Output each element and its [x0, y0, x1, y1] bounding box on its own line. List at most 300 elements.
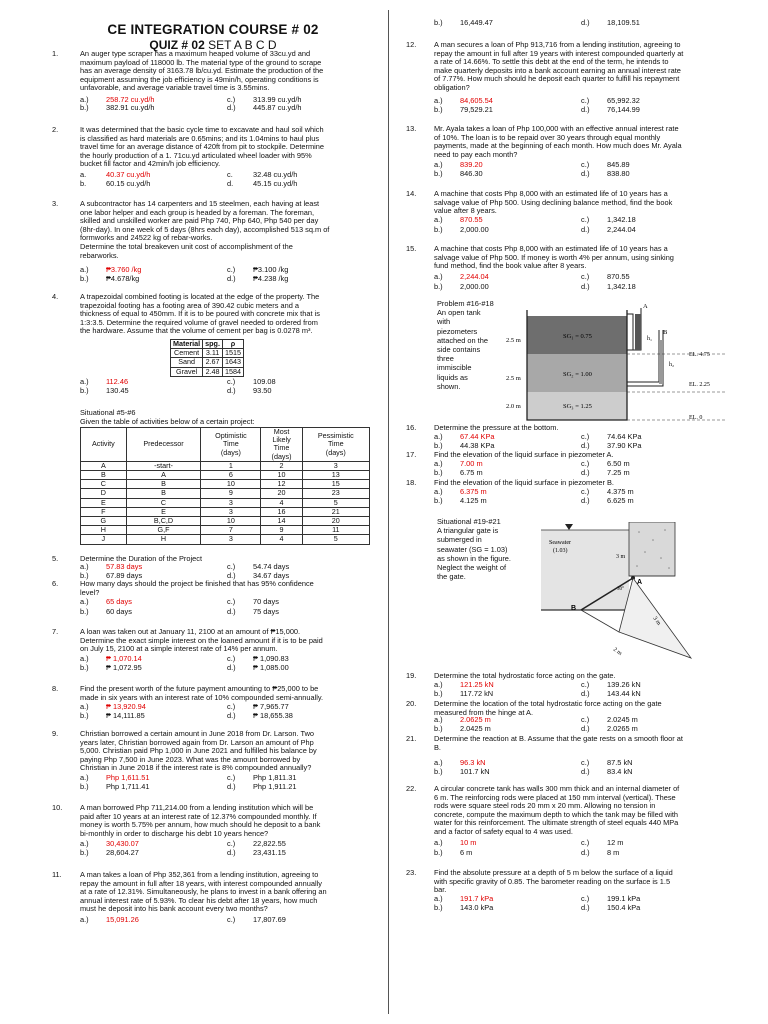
option-key: d.)	[581, 689, 590, 698]
option-value: ₱ 7,965.77	[253, 702, 289, 711]
option-key: d.)	[227, 607, 236, 616]
option-value: 40.37 cu.yd/h	[106, 170, 151, 179]
svg-text:h₂: h₂	[669, 362, 675, 368]
question-text: A trapezoidal combined footing is located at the edge of the property. The trapezoidal footing has a footing area of 390.42 cubic meters and a thickness of equal to 450mm. If it is to be poured with concrete mix that is 1:3:3.5. Determine the required volume of gravel needed to ordered from the hardware. Assume that the volume of cement per bag is 0.0278 m³.	[80, 292, 320, 336]
option-key: a.)	[434, 758, 443, 767]
option-value: 57.83 days	[106, 562, 143, 571]
activity-cell: 5	[302, 498, 369, 507]
option-value: 45.15 cu.yd/h	[253, 179, 298, 188]
option-key: a.)	[80, 915, 89, 924]
option-value: 67.89 days	[106, 571, 143, 580]
activity-cell: C	[81, 480, 127, 489]
activity-cell: 12	[261, 480, 302, 489]
option-value: 445.87 cu.yd/h	[253, 103, 302, 112]
option-key: d.)	[581, 848, 590, 857]
option-value: 34.67 days	[253, 571, 290, 580]
question-number: 22.	[406, 784, 417, 793]
option-key: c.)	[581, 432, 590, 441]
option-key: c.)	[581, 715, 590, 724]
option-value: 6 m	[460, 848, 473, 857]
situational-5-6-desc: Given the table of activities below of a certain project:	[80, 417, 255, 426]
option-key: b.)	[80, 103, 89, 112]
activity-cell: 3	[302, 461, 369, 470]
option-key: a.)	[434, 894, 443, 903]
option-value: ₱ 18,655.38	[253, 711, 293, 720]
option-value: 139.26 kN	[607, 680, 641, 689]
activity-cell: 3	[201, 498, 261, 507]
option-key: b.)	[434, 282, 443, 291]
question-number: 4.	[52, 292, 59, 301]
option-key: d.)	[227, 782, 236, 791]
option-value: 96.3 kN	[460, 758, 486, 767]
option-key: d.)	[581, 767, 590, 776]
option-value: 93.50	[253, 386, 272, 395]
option-value: 76,144.99	[607, 105, 640, 114]
option-key: d.)	[581, 169, 590, 178]
activity-cell: 11	[302, 526, 369, 535]
question-text: Find the absolute pressure at a depth of 5 m below the surface of a liquid with specific gravity of 0.85. The barometer reading on the surface is 1.5 bar.	[434, 868, 673, 895]
option-value: 870.55	[607, 272, 630, 281]
svg-text:2.5 m: 2.5 m	[506, 375, 521, 382]
activity-cell: 1	[201, 461, 261, 470]
situational-5-6-title: Situational #5-#6	[80, 408, 136, 417]
option-value: 112.46	[106, 377, 129, 386]
option-key: a.)	[434, 715, 443, 724]
activity-cell: 20	[261, 489, 302, 498]
question-number: 15.	[406, 244, 417, 253]
option-key: b.)	[80, 711, 89, 720]
option-key: a.)	[434, 487, 443, 496]
option-value: 17,807.69	[253, 915, 286, 924]
question-number: 5.	[52, 554, 59, 563]
option-value: 67.44 KPa	[460, 432, 495, 441]
svg-text:3 m: 3 m	[651, 615, 662, 627]
question-text: Find the present worth of the future payment amounting to ₱25,000 to be made in six years with an interest rate of 10% compounded semi-annually.	[80, 684, 324, 702]
option-value: 60.15 cu.yd/h	[106, 179, 151, 188]
option-value: 2,000.00	[460, 225, 489, 234]
option-value: ₱ 14,111.85	[106, 711, 145, 720]
option-value: 16,449.47	[460, 18, 493, 27]
option-key: a.)	[80, 839, 89, 848]
question-text: A man secures a loan of Php 913,716 from a lending institution, agreeing to repay the amount in full after 19 years with interest compounded quarterly at a rate of 14.66%. To settle this debt at the end of the term, he intends to make quarterly deposits into a bank account earning an annual interest rate of 7.77%. How much should he deposit each quarter to fulfill his repayment obligation?	[434, 40, 684, 92]
option-value: 8 m	[607, 848, 620, 857]
activity-cell: 4	[261, 498, 302, 507]
option-value: 28,604.27	[106, 848, 139, 857]
option-value: 6.375 m	[460, 487, 487, 496]
activity-row	[81, 507, 370, 516]
option-value: 2,244.04	[607, 225, 636, 234]
svg-text:h₁: h₁	[647, 336, 653, 342]
option-key: d.)	[227, 571, 236, 580]
activity-cell: A	[81, 461, 127, 470]
option-key: b.)	[80, 386, 89, 395]
question-text: A man borrowed Php 711,214.00 from a lending institution which will be paid after 10 years at an interest rate of 12.37% compounded monthly. If money is worth 5.75% per annum, how much should he deposit to a bank bi-monthly in order to discharge his debt 10 years hence?	[80, 803, 321, 838]
materials-table: Material spg. ρ Cement 3.11 1515 Sand 2.67 1643 Gravel 2.48 1584	[170, 339, 244, 377]
option-value: ₱ 1,070.14	[106, 654, 142, 663]
option-key: b.)	[80, 663, 89, 672]
question-number: 13.	[406, 124, 417, 133]
activity-cell: B	[81, 471, 127, 480]
option-value: Php 1,911.21	[253, 782, 297, 791]
option-key: d.	[227, 179, 234, 188]
svg-text:2 m: 2 m	[611, 646, 623, 657]
option-value: 22,822.55	[253, 839, 286, 848]
option-value: 87.5 kN	[607, 758, 633, 767]
option-key: a.)	[434, 838, 443, 847]
option-value: 150.4 kPa	[607, 903, 641, 912]
question-number: 7.	[52, 627, 59, 636]
option-key: a.)	[80, 265, 89, 274]
option-key: b.)	[80, 848, 89, 857]
activity-cell: 2	[261, 461, 302, 470]
option-key: b.)	[434, 169, 443, 178]
option-key: c.)	[581, 459, 590, 468]
option-value: ₱4.238 /kg	[253, 274, 289, 283]
question-number: 11.	[52, 870, 62, 879]
activity-header: Most Likely Time (days)	[261, 428, 302, 462]
option-key: b.)	[434, 724, 443, 733]
question-number: 20.	[406, 699, 417, 708]
activity-cell: F	[81, 507, 127, 516]
option-key: a.)	[80, 95, 89, 104]
option-key: d.)	[227, 848, 236, 857]
activity-cell: 15	[302, 480, 369, 489]
question-text: It was determined that the basic cycle time to excavate and haul soil which is classified as hard materials are 0.65mins; and its 1.04mins to haul plus travel time for an average distance of 420ft from pit to stockpile. Determine the hourly production of a 1. 71cu.yd articulated wheel loader with 95% bucket fill factor and 42min/h job efficiency.	[80, 125, 325, 169]
activity-cell: B,C,D	[126, 517, 201, 526]
activity-row	[81, 480, 370, 489]
svg-text:EL. 0: EL. 0	[689, 415, 703, 421]
option-value: 79,529.21	[460, 105, 493, 114]
option-value: 15,091.26	[106, 915, 139, 924]
option-value: 74.64 KPa	[607, 432, 642, 441]
question-number: 18.	[406, 478, 417, 487]
option-key: b.)	[434, 689, 443, 698]
label-seawater: Seawater (1.03)	[549, 540, 571, 554]
option-key: c.)	[581, 215, 590, 224]
svg-text:30°: 30°	[617, 587, 624, 592]
activity-cell: 20	[302, 517, 369, 526]
activity-cell: H	[81, 526, 127, 535]
option-key: a.)	[434, 272, 443, 281]
question-text: A subcontractor has 14 carpenters and 15 steelmen, each having at least one labor helper and each group is headed by a foreman. The foreman, skilled and unskilled worker are paid Php 740, Php 640, Php 540 per day (8hr-day). In one week of 5 days (8hrs each day), accomplished 513 sq.m of formworks and 24522 kg of rebar-works. Determine the total breakeven unit cost of accomplishment of the rebarworks.	[80, 199, 330, 260]
situational-19-21-text: Situational #19-#21 A triangular gate is submerged in seawater (SG = 1.03) as shown in the figure. Neglect the weight of the gate.	[437, 517, 511, 582]
option-key: c.)	[581, 160, 590, 169]
option-value: 6.50 m	[607, 459, 630, 468]
svg-text:3 m: 3 m	[616, 554, 626, 560]
activity-cell: 14	[261, 517, 302, 526]
option-value: 109.08	[253, 377, 276, 386]
activity-cell: A	[126, 471, 201, 480]
option-value: 130.45	[106, 386, 129, 395]
option-key: c.)	[581, 487, 590, 496]
activity-cell: 13	[302, 471, 369, 480]
option-value: ₱ 1,085.00	[253, 663, 289, 672]
question-number: 2.	[52, 125, 59, 134]
option-value: 313.99 cu.yd/h	[253, 95, 302, 104]
label-b: B	[571, 605, 577, 612]
question-text: Determine the reaction at B. Assume that the gate rests on a smooth floor at B.	[434, 734, 683, 752]
question-text: An auger type scraper has a maximum heaped volume of 33cu.yd and maximum payload of 118000 lb. The material type of the ground to scrape has an average density of 3163.78 lb/cu.yd. Estimate the production of the equipment assuming the job efficiency is 49min/h, operating conditions is unfavorable, and average variable travel time is 3.55mins.	[80, 49, 324, 93]
option-value: 2.0625 m	[460, 715, 491, 724]
option-key: d.)	[227, 663, 236, 672]
option-key: b.)	[434, 18, 443, 27]
option-value: 60 days	[106, 607, 132, 616]
activity-cell: 21	[302, 507, 369, 516]
activity-cell: 9	[261, 526, 302, 535]
option-value: 12 m	[607, 838, 624, 847]
question-number: 17.	[406, 450, 417, 459]
option-key: c.)	[227, 915, 236, 924]
label-a: A	[643, 303, 648, 310]
option-key: c.)	[227, 702, 236, 711]
option-key: c.)	[581, 272, 590, 281]
label-sg2: SG₂ = 1.00	[563, 371, 592, 378]
option-key: a.)	[434, 215, 443, 224]
activity-cell: E	[81, 498, 127, 507]
question-text: Christian borrowed a certain amount in June 2018 from Dr. Larson. Two years later, Christian borrowed again from Dr. Larson an amount of Php 5,000. Christian paid Php 1,000 in June 2021 and fulfilled his balance by paying Php 7,500 in June 2023. What was the amount borrowed by Christian in June 2018 if the interest rate is 8% compounded annually?	[80, 729, 317, 773]
option-value: 191.7 kPa	[460, 894, 494, 903]
surface-marker-icon	[565, 524, 573, 530]
problem-16-18-text: Problem #16-#18 An open tank with piezometers attached on the side contains three immiscible liquids as shown.	[437, 299, 494, 391]
activity-cell: 10	[201, 517, 261, 526]
question-number: 9.	[52, 729, 59, 738]
option-value: 2.0245 m	[607, 715, 638, 724]
option-value: 4.125 m	[460, 496, 487, 505]
activity-cell: 23	[302, 489, 369, 498]
activity-cell: D	[81, 489, 127, 498]
option-key: c.)	[227, 597, 236, 606]
question-text: Determine the total hydrostatic force acting on the gate.	[434, 671, 616, 680]
question-number: 19.	[406, 671, 417, 680]
activity-row	[81, 498, 370, 507]
option-key: c.)	[581, 894, 590, 903]
activity-cell: B	[126, 480, 201, 489]
option-key: d.)	[581, 496, 590, 505]
option-key: c.)	[227, 839, 236, 848]
option-value: 838.80	[607, 169, 630, 178]
materials-table-wrap	[170, 339, 244, 377]
option-key: c.)	[227, 95, 236, 104]
option-key: b.)	[434, 105, 443, 114]
option-value: 382.91 cu.yd/h	[106, 103, 155, 112]
option-value: 7.00 m	[460, 459, 483, 468]
activity-cell: E	[126, 507, 201, 516]
option-value: 84,605.54	[460, 96, 493, 105]
option-key: d.)	[227, 274, 236, 283]
option-key: b.)	[434, 225, 443, 234]
activity-row	[81, 526, 370, 535]
quiz-title: QUIZ # 02 SET A B C D	[149, 38, 277, 52]
option-value: 70 days	[253, 597, 279, 606]
tank-piezometer-figure	[503, 300, 725, 422]
option-key: d.)	[581, 724, 590, 733]
question-text: Find the elevation of the liquid surface in piezometer A.	[434, 450, 614, 459]
activity-header: Predecessor	[126, 428, 201, 462]
option-value: 2.0265 m	[607, 724, 638, 733]
question-number: 6.	[52, 579, 59, 588]
activity-table	[80, 427, 370, 545]
activity-cell: B	[126, 489, 201, 498]
option-value: 143.44 kN	[607, 689, 641, 698]
option-key: c.)	[227, 377, 236, 386]
option-key: a.)	[80, 654, 89, 663]
option-value: 2.0425 m	[460, 724, 491, 733]
option-key: d.)	[227, 711, 236, 720]
question-text: Determine the location of the total hydrostatic force acting on the gate measured from the hinge at A.	[434, 699, 662, 717]
option-value: 2,000.00	[460, 282, 489, 291]
question-number: 23.	[406, 868, 417, 877]
question-text: A machine that costs Php 8,000 with an estimated life of 10 years has a salvage value of Php 500. If money is worth 4% per annum, using sinking fund method, find the book value after 8 years.	[434, 244, 674, 271]
question-number: 8.	[52, 684, 59, 693]
option-key: b.)	[80, 274, 89, 283]
option-key: b.)	[80, 782, 89, 791]
option-key: d.)	[581, 18, 590, 27]
activity-cell: 10	[201, 480, 261, 489]
activity-cell: 10	[261, 471, 302, 480]
option-key: c.)	[581, 838, 590, 847]
option-key: d.)	[581, 282, 590, 291]
option-value: ₱ 1,072.95	[106, 663, 142, 672]
option-key: a.)	[80, 702, 89, 711]
option-value: 30,430.07	[106, 839, 139, 848]
option-value: Php 1,811.31	[253, 773, 297, 782]
option-value: 4.375 m	[607, 487, 634, 496]
activity-header: Optimistic Time (days)	[201, 428, 261, 462]
option-value: 1,342.18	[607, 282, 636, 291]
option-key: c.)	[227, 265, 236, 274]
option-value: 101.7 kN	[460, 767, 490, 776]
option-key: a.)	[80, 773, 89, 782]
option-value: 6.75 m	[460, 468, 483, 477]
activity-cell: G	[81, 517, 127, 526]
option-value: 65 days	[106, 597, 132, 606]
label-b: B	[663, 329, 668, 336]
activity-cell: J	[81, 535, 127, 544]
activity-cell: 5	[302, 535, 369, 544]
option-key: b.)	[80, 571, 89, 580]
option-key: b.)	[80, 607, 89, 616]
activity-row	[81, 471, 370, 480]
option-key: c.)	[227, 562, 236, 571]
option-value: ₱3.760 /kg	[106, 265, 142, 274]
option-key: b.)	[434, 903, 443, 912]
option-key: a.)	[434, 459, 443, 468]
option-value: 1,342.18	[607, 215, 636, 224]
label-sg1: SG₁ = 0.75	[563, 333, 592, 340]
option-value: 7.25 m	[607, 468, 630, 477]
option-key: a.)	[434, 432, 443, 441]
option-value: 121.25 kN	[460, 680, 494, 689]
question-number: 16.	[406, 423, 417, 432]
activity-table-wrap	[80, 427, 370, 545]
question-number: 1.	[52, 49, 59, 58]
option-value: 258.72 cu.yd/h	[106, 95, 155, 104]
option-value: ₱4.678/kg	[106, 274, 140, 283]
option-key: d.)	[581, 903, 590, 912]
option-value: 54.74 days	[253, 562, 290, 571]
question-number: 12.	[406, 40, 417, 49]
piezometer-b	[627, 330, 663, 386]
activity-row	[81, 535, 370, 544]
option-key: d.)	[581, 105, 590, 114]
activity-cell: 16	[261, 507, 302, 516]
question-text: Determine the pressure at the bottom.	[434, 423, 559, 432]
column-divider	[388, 10, 389, 1014]
option-value: Php 1,711.41	[106, 782, 150, 791]
activity-cell: 6	[201, 471, 261, 480]
activity-row	[81, 461, 370, 470]
svg-text:EL. 4.75: EL. 4.75	[689, 352, 710, 358]
question-text: Mr. Ayala takes a loan of Php 100,000 with an effective annual interest rate of 10%. The loan is to be repaid over 30 years through equal monthly payments, made at the beginning of each month. How much does Mr. Ayala need to pay each month?	[434, 124, 682, 159]
option-value: ₱ 1,090.83	[253, 654, 289, 663]
option-key: a.)	[80, 562, 89, 571]
option-value: 846.30	[460, 169, 483, 178]
activity-cell: 3	[201, 535, 261, 544]
activity-cell: 9	[201, 489, 261, 498]
option-key: a.)	[80, 597, 89, 606]
option-key: b.)	[434, 848, 443, 857]
label-a: A	[637, 579, 643, 586]
option-key: d.)	[581, 225, 590, 234]
activity-cell: 4	[261, 535, 302, 544]
activity-cell: 7	[201, 526, 261, 535]
activity-header: Activity	[81, 428, 127, 462]
option-key: a.	[80, 170, 87, 179]
option-key: c.	[227, 170, 233, 179]
option-value: 143.0 kPa	[460, 903, 494, 912]
activity-row	[81, 517, 370, 526]
activity-row	[81, 489, 370, 498]
option-value: 199.1 kPa	[607, 894, 641, 903]
question-text: A circular concrete tank has walls 300 mm thick and an internal diameter of 6 m. The reinforcing rods were placed at 150 mm interval (vertical). These rods were square steel rods 20 mm x 20 mm. Allowing no tension in concrete, compute the maximum depth to which the tank may be filled with water for this reinforcement. The ultimate strength of steel equals 440 MPa and a factor of safety equal to 4 was used.	[434, 784, 680, 836]
question-number: 21.	[406, 734, 417, 743]
option-key: b.)	[434, 468, 443, 477]
option-value: 839.20	[460, 160, 483, 169]
option-value: 845.89	[607, 160, 630, 169]
question-text: Determine the Duration of the Project	[80, 554, 203, 563]
option-key: c.)	[581, 758, 590, 767]
question-number: 14.	[406, 189, 417, 198]
option-value: 37.90 KPa	[607, 441, 642, 450]
option-value: 65,992.32	[607, 96, 640, 105]
question-text: Find the elevation of the liquid surface in piezometer B.	[434, 478, 614, 487]
option-value: ₱ 13,920.94	[106, 702, 146, 711]
option-value: ₱3.100 /kg	[253, 265, 289, 274]
option-value: Php 1,611.51	[106, 773, 150, 782]
option-key: b.)	[434, 496, 443, 505]
option-key: d.)	[581, 441, 590, 450]
option-key: d.)	[227, 386, 236, 395]
option-value: 10 m	[460, 838, 477, 847]
wall-block	[629, 522, 675, 576]
option-value: 2,244.04	[460, 272, 489, 281]
activity-header: Pessimistic Time (days)	[302, 428, 369, 462]
question-text: A man takes a loan of Php 352,361 from a lending institution, agreeing to repay the amount in full after 18 years, with interest compounded annually at a rate of 12.31%. Simultaneously, he plans to invest in a bank offering an annual interest rate of 5.93%. To clear his debt after 18 years, how much must he deposit into his bank account every two months?	[80, 870, 327, 914]
option-key: a.)	[434, 680, 443, 689]
label-sg3: SG₃ = 1.25	[563, 403, 592, 410]
option-key: b.)	[434, 767, 443, 776]
option-key: c.)	[581, 96, 590, 105]
option-key: c.)	[227, 654, 236, 663]
option-key: a.)	[80, 377, 89, 386]
option-key: d.)	[227, 103, 236, 112]
activity-cell: G,F	[126, 526, 201, 535]
question-text: How many days should the project be finished that has 95% confidence level?	[80, 579, 314, 597]
option-value: 83.4 kN	[607, 767, 633, 776]
svg-text:2.0 m: 2.0 m	[506, 403, 521, 410]
option-value: 870.55	[460, 215, 483, 224]
question-text: A loan was taken out at January 11, 2100 at an amount of ₱15,000. Determine the exact simple interest on the loaned amount if it is to be paid on July 15, 2100 at a simple interest rate of 14% per annum.	[80, 627, 323, 654]
